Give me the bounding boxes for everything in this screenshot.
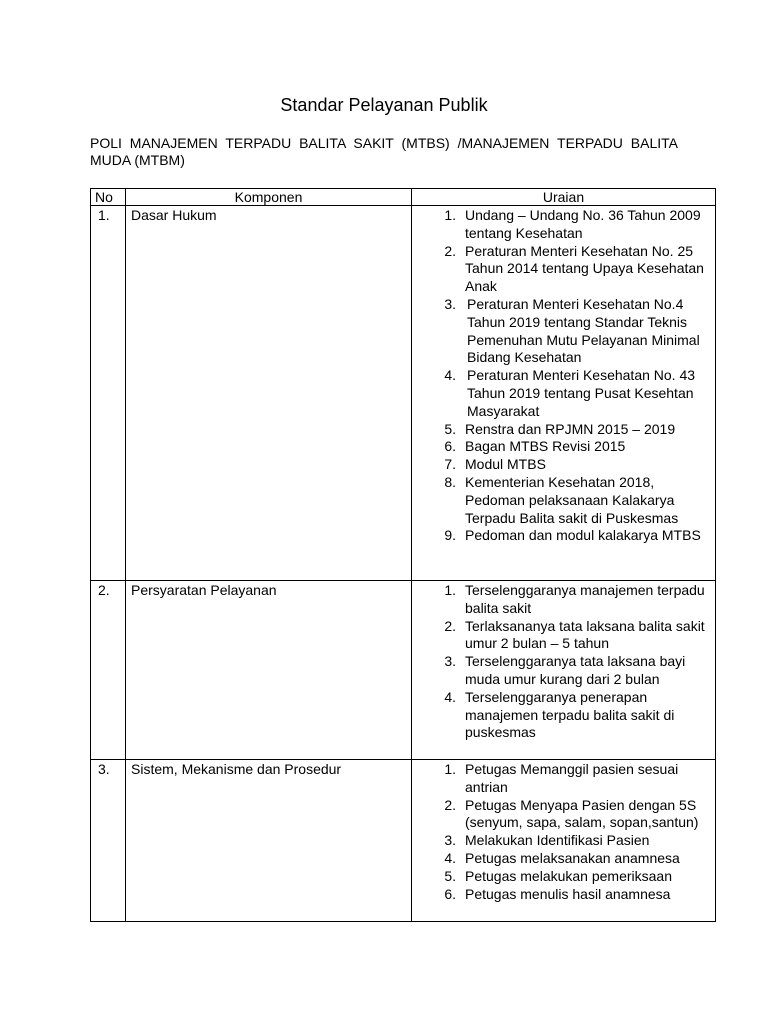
list-item [412,582,711,618]
list-item [412,438,711,456]
list-item [412,367,711,420]
list-item [412,527,711,545]
row-komponen: Dasar Hukum [126,206,412,581]
list-item-number: 2. [444,617,456,634]
list-item-text: Petugas melaksanakan anamnesa [465,849,680,866]
list-item [412,832,711,850]
list-item-number: 3. [444,295,456,312]
list-item-number: 4. [444,849,456,866]
page-subtitle: POLI MANAJEMEN TERPADU BALITA SAKIT (MTBS) /MANAJEMEN TERPADU BALITA MUDA (MTBM) [90,135,678,168]
header-komponen: Komponen [126,189,412,206]
list-item [412,689,711,742]
list-item [412,886,711,904]
list-item-text: Peraturan Menteri Kesehatan No. 43 Tahun 2019 tentang Pusat Kesehtan Masyarakat [467,367,696,419]
list-item [412,797,711,833]
list-item-text: Terselenggaranya tata laksana bayi muda umur kurang dari 2 bulan [465,653,686,687]
standard-table [90,188,716,922]
uraian-list [412,207,711,545]
list-item-text: Pedoman dan modul kalakarya MTBS [465,527,701,544]
table-header-row [91,189,716,206]
list-item [412,456,711,474]
uraian-list [412,582,711,742]
list-item-number: 6. [444,438,456,455]
list-item-number: 2. [444,242,456,259]
list-item-text: Melakukan Identifikasi Pasien [465,832,650,849]
uraian-list [412,761,711,903]
list-item-number: 4. [444,688,456,705]
list-item-text: Undang – Undang No. 36 Tahun 2009 tentang Kesehatan [465,207,701,241]
list-item [412,296,711,367]
list-item [412,421,711,439]
list-item-text: Terselenggaranya penerapan manajemen terpadu balita sakit di puskesmas [465,688,675,741]
row-uraian [412,206,716,581]
list-item-text: Kementerian Kesehatan 2018, Pedoman pelaksanaan Kalakarya Terpadu Balita sakit di Puskesmas [465,473,679,526]
list-item-text: Bagan MTBS Revisi 2015 [465,438,626,455]
list-item-number: 5. [444,420,456,437]
header-uraian: Uraian [412,189,716,206]
list-item [412,207,711,243]
list-item [412,850,711,868]
list-item-number: 4. [444,367,456,384]
row-number: 2. [91,581,126,760]
list-item-text: Terselenggaranya manajemen terpadu balita sakit [465,582,705,616]
list-item [412,868,711,886]
list-item-number: 2. [444,796,456,813]
table-row [91,581,716,760]
list-item [412,761,711,797]
list-item-number: 1. [444,207,456,223]
list-item [412,474,711,527]
list-item-text: Petugas melakukan pemeriksaan [465,867,673,884]
list-item-text: Petugas Memanggil pasien sesuai antrian [465,761,679,795]
table-row [91,760,716,922]
row-komponen: Persyaratan Pelayanan [126,581,412,760]
list-item [412,243,711,296]
list-item-text: Petugas Menyapa Pasien dengan 5S (senyum, sapa, salam, sopan,santun) [465,796,699,831]
table-row [91,206,716,581]
list-item-number: 9. [444,527,456,544]
list-item-number: 7. [444,456,456,473]
list-item-text: Peraturan Menteri Kesehatan No. 25 Tahun 2014 tentang Upaya Kesehatan Anak [465,242,704,295]
list-item-text: Terlaksananya tata laksana balita sakit umur 2 bulan – 5 tahun [465,617,705,652]
list-item-number: 8. [444,473,456,490]
list-item-number: 3. [444,832,456,849]
list-item-number: 3. [444,653,456,670]
list-item [412,618,711,654]
header-no: No [91,189,126,206]
list-item-text: Petugas menulis hasil anamnesa [465,885,671,902]
row-uraian [412,760,716,922]
list-item [412,653,711,689]
list-item-text: Modul MTBS [465,456,546,473]
row-komponen: Sistem, Mekanisme dan Prosedur [126,760,412,922]
list-item-text: Peraturan Menteri Kesehatan No.4 Tahun 2019 tentang Standar Teknis Pemenuhan Mutu Pelayanan Minimal Bidang Kesehatan [467,295,700,366]
row-number: 1. [91,206,126,581]
list-item-number: 6. [444,885,456,902]
row-number: 3. [91,760,126,922]
list-item-number: 5. [444,867,456,884]
list-item-number: 1. [444,582,456,598]
list-item-number: 1. [444,761,456,777]
row-uraian [412,581,716,760]
list-item-text: Renstra dan RPJMN 2015 – 2019 [465,420,676,437]
page-title: Standar Pelayanan Publik [280,95,488,115]
